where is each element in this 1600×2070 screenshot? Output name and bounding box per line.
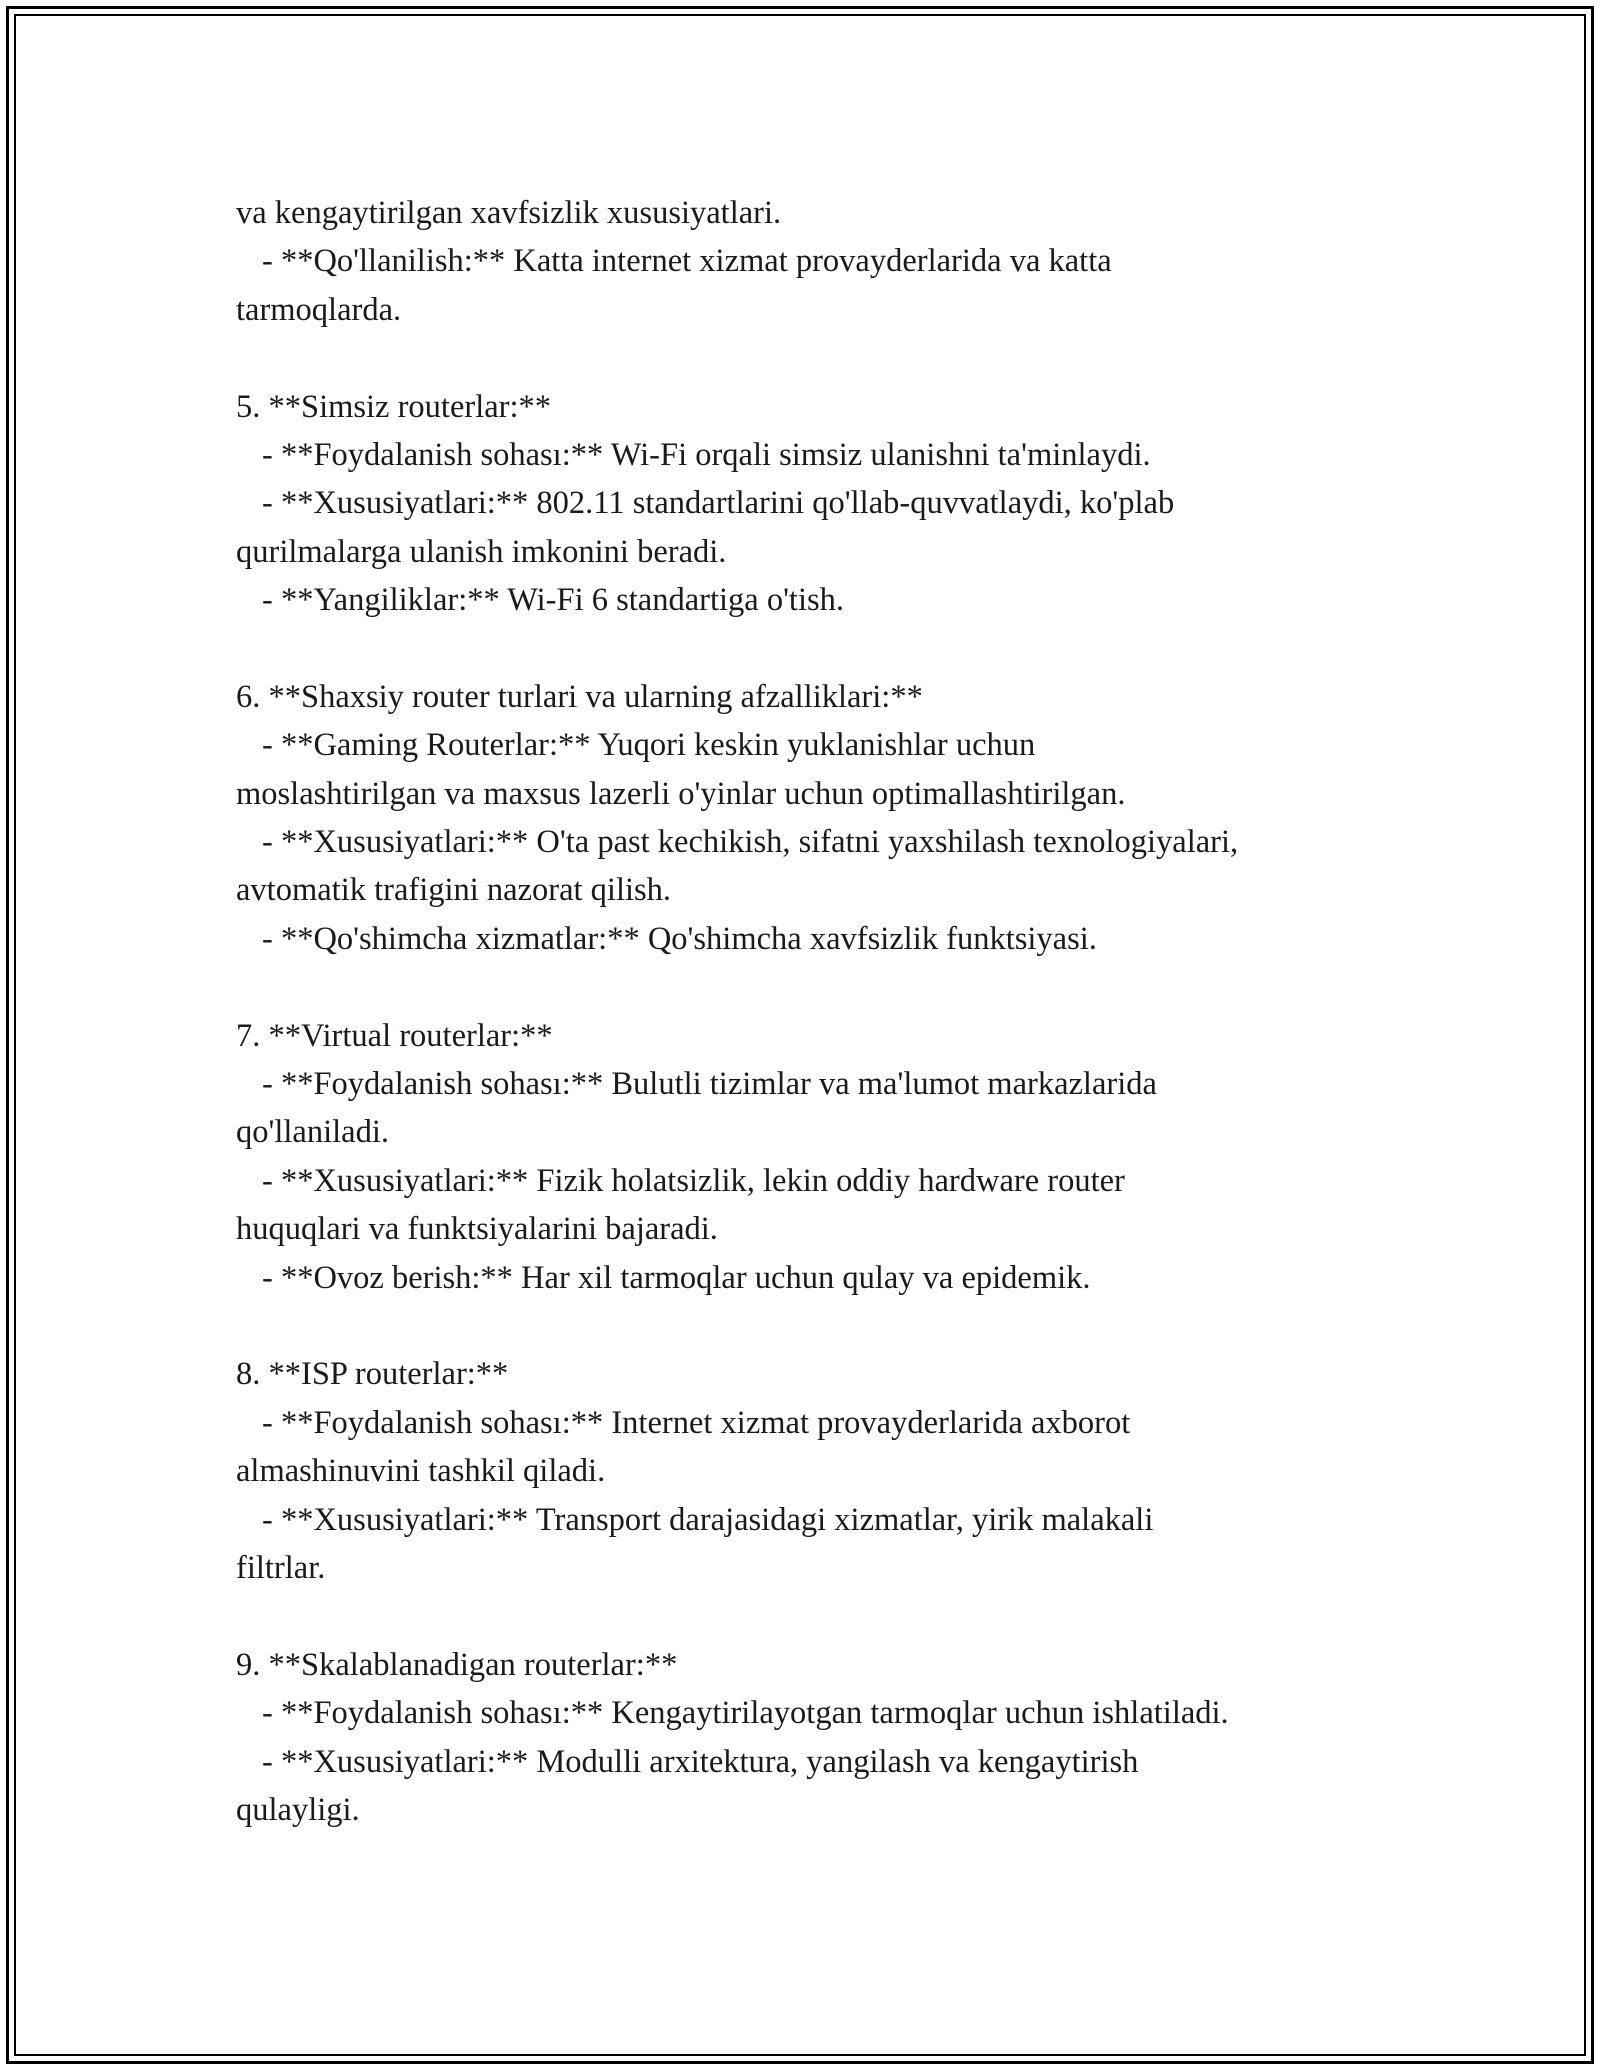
text-line: - **Xususiyatlari:** Transport darajasidagi xizmatlar, yirik malakali xyxy=(262,1501,1154,1538)
section-heading: 6. **Shaxsiy router turlari va ularning afzalliklari:** xyxy=(236,678,923,715)
text-line: - **Gaming Routerlar:** Yuqori keskin yuklanishlar uchun xyxy=(262,727,1036,764)
text-line: - **Yangiliklar:** Wi-Fi 6 standartiga o'tish. xyxy=(262,582,845,619)
text-line: avtomatik trafigini nazorat qilish. xyxy=(236,872,672,909)
paragraph-gap xyxy=(236,1592,1436,1640)
text-line: - **Foydalanish sohası:** Internet xizmat provayderlarida axborot xyxy=(262,1404,1131,1441)
section-heading: 7. **Virtual routerlar:** xyxy=(236,1017,553,1054)
document-body xyxy=(236,189,1436,1834)
section-heading: 9. **Skalablanadigan routerlar:** xyxy=(236,1646,678,1683)
paragraph-gap xyxy=(236,963,1436,1011)
section-heading: 5. **Simsiz routerlar:** xyxy=(236,388,552,425)
text-line: huquqlari va funktsiyalarini bajaradi. xyxy=(236,1211,718,1248)
text-line: - **Ovoz berish:** Har xil tarmoqlar uchun qulay va epidemik. xyxy=(262,1259,1091,1296)
text-line: - **Xususiyatlari:** Fizik holatsizlik, lekin oddiy hardware router xyxy=(262,1162,1125,1199)
text-line: qurilmalarga ulanish imkonini beradi. xyxy=(236,533,727,570)
text-line: - **Foydalanish sohası:** Wi-Fi orqali simsiz ulanishni ta'minlaydi. xyxy=(262,436,1151,473)
text-line: moslashtirilgan va maxsus lazerli o'yinlar uchun optimallashtirilgan. xyxy=(236,775,1126,812)
text-line: - **Qo'shimcha xizmatlar:** Qo'shimcha xavfsizlik funktsiyasi. xyxy=(262,920,1097,957)
text-line: - **Xususiyatlari:** 802.11 standartlarini qo'llab-quvvatlaydi, ko'plab xyxy=(262,485,1175,522)
text-line: - **Foydalanish sohası:** Bulutli tizimlar va ma'lumot markazlarida xyxy=(262,1066,1157,1103)
paragraph-gap xyxy=(236,334,1436,382)
text-line: - **Xususiyatlari:** Modulli arxitektura, yangilash va kengaytirish xyxy=(262,1743,1139,1780)
text-line: filtrlar. xyxy=(236,1549,326,1586)
text-line: va kengaytirilgan xavfsizlik xususiyatlari. xyxy=(236,195,782,231)
text-line: - **Qo'llanilish:** Katta internet xizmat provayderlarida va katta xyxy=(262,243,1112,280)
text-line: tarmoqlarda. xyxy=(236,291,402,328)
text-line: almashinuvini tashkil qiladi. xyxy=(236,1453,606,1490)
section-heading: 8. **ISP routerlar:** xyxy=(236,1356,509,1393)
text-line: - **Xususiyatlari:** O'ta past kechikish, sifatni yaxshilash texnologiyalari, xyxy=(262,824,1239,861)
text-line: qo'llaniladi. xyxy=(236,1114,389,1151)
paragraph-gap xyxy=(236,1302,1436,1350)
paragraph-gap xyxy=(236,625,1436,673)
text-line: qulayligi. xyxy=(236,1791,360,1828)
text-line: - **Foydalanish sohası:** Kengaytirilayotgan tarmoqlar uchun ishlatiladi. xyxy=(262,1695,1229,1732)
